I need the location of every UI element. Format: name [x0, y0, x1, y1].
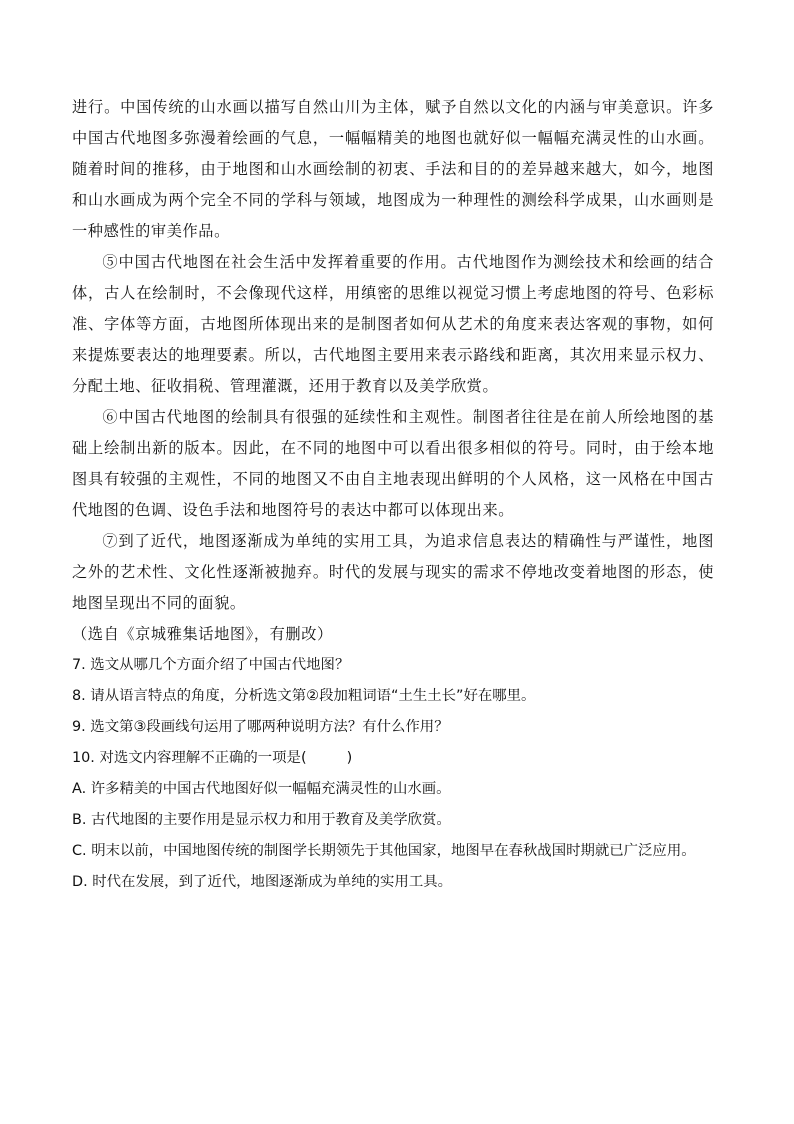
paragraph-6: ⑥中国古代地图的绘制具有很强的延续性和主观性。制图者往往是在前人所绘地图的基础上绘制出新的版本。因此，在不同的地图中可以看出很多相似的符号。同时，由于绘本地图具有较强的主观性，不同的地图又不由自主地表现出鲜明的个人风格，这一风格在中国古代地图的色调、设色手法和地图符号的表达中都可以体现出来。 — [72, 408, 714, 519]
question-10-stem: 10. 对选文内容理解不正确的一项是 — [72, 750, 301, 766]
paragraph-4-continued: 进行。中国传统的山水画以描写自然山川为主体，赋予自然以文化的内涵与审美意识。许多中国古代地图多弥漫着绘画的气息，一幅幅精美的地图也就好似一幅幅充满灵性的山水画。随着时间的推移，由于地图和山水画绘制的初衷、手法和目的的差异越来越大，如今，地图和山水画成为两个完全不同的学科与领域，地图成为一种理性的测绘科学成果，山水画则是一种感性的审美作品。 — [72, 98, 714, 240]
option-c: C. 明末以前，中国地图传统的制图学长期领先于其他国家，地图早在春秋战国时期就已广泛应用。 — [72, 843, 696, 859]
option-b: B. 古代地图的主要作用是显示权力和用于教育及美学欣赏。 — [72, 812, 451, 828]
option-d: D. 时代在发展，到了近代，地图逐渐成为单纯的实用工具。 — [72, 874, 452, 890]
option-a: A. 许多精美的中国古代地图好似一幅幅充满灵性的山水画。 — [72, 781, 451, 797]
question-8: 8. 请从语言特点的角度，分析选文第②段加粗词语“土生土长”好在哪里。 — [72, 688, 536, 704]
paragraph-5: ⑤中国古代地图在社会生活中发挥着重要的作用。古代地图作为测绘技术和绘画的结合体，古人在绘制时，不会像现代这样，用缜密的思维以视觉习惯上考虑地图的符号、色彩标准、字体等方面，古地图所体现出来的是制图者如何从艺术的角度来表达客观的事物，如何来提炼要表达的地理要素。所以，古代地图主要用来表示路线和距离，其次用来显示权力、分配土地、征收捐税、管理灌溉，还用于教育以及美学欣赏。 — [72, 253, 714, 395]
question-list — [72, 650, 714, 898]
question-7: 7. 选文从哪几个方面介绍了中国古代地图？ — [72, 657, 350, 673]
source-citation: （选自《京城雅集话地图》，有删改） — [72, 625, 333, 643]
answer-paren-open: ( — [300, 750, 307, 766]
question-9: 9. 选文第③段画线句运用了哪两种说明方法？有什么作用？ — [72, 719, 449, 735]
paragraph-7: ⑦到了近代，地图逐渐成为单纯的实用工具，为追求信息表达的精确性与严谨性，地图之外的艺术性、文化性逐渐被抛弃。时代的发展与现实的需求不停地改变着地图的形态，使地图呈现出不同的面貌。 — [72, 532, 714, 612]
answer-paren-close: ) — [346, 750, 353, 766]
reading-passage — [72, 92, 714, 650]
question-10 — [72, 743, 714, 774]
